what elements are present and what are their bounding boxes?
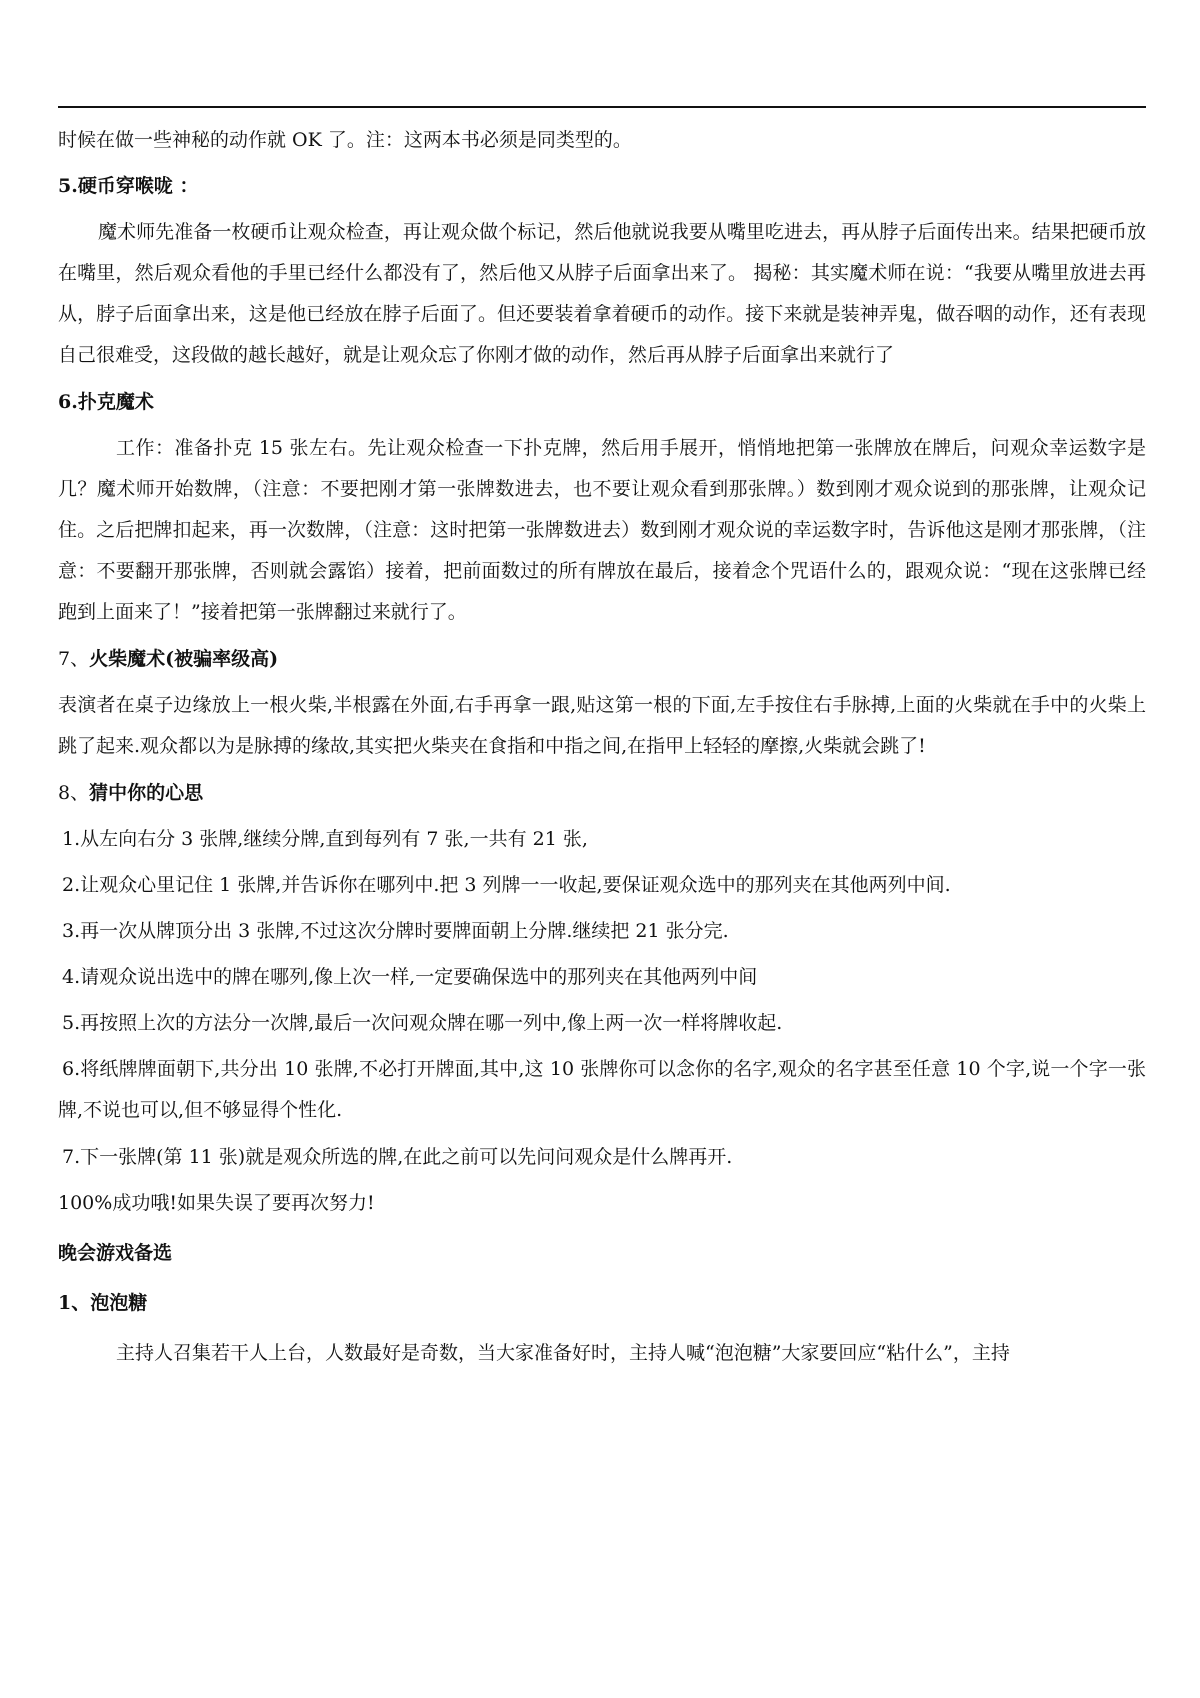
section-number-7: 7、 — [58, 648, 90, 670]
section-heading-7 — [58, 639, 1146, 679]
paragraph-match-trick: 表演者在桌子边缘放上一根火柴,半根露在外面,右手再拿一跟,贴这第一根的下面,左手按住右手脉搏,上面的火柴就在手中的火柴上跳了起来.观众都以为是脉搏的缘故,其实把火柴夹在食指和中指之间,在指甲上轻轻的摩擦,火柴就会跳了! — [58, 694, 1146, 757]
header-rule — [58, 106, 1146, 108]
paragraph-bubblegum-game: 主持人召集若干人上台，人数最好是奇数，当大家准备好时，主持人喊“泡泡糖”大家要回应“粘什么”，主持 — [116, 1342, 1010, 1364]
step-item-5: 5.再按照上次的方法分一次牌,最后一次问观众牌在哪一列中,像上两一次一样将牌收起. — [62, 1012, 783, 1034]
step-item-6: 6.将纸牌牌面朝下,共分出 10 张牌,不必打开牌面,其中,这 10 张牌你可以念你的名字,观众的名字甚至任意 10 个字,说一个字一张牌,不说也可以,但不够显得个性化. — [58, 1058, 1146, 1121]
step-item-3: 3.再一次从牌顶分出 3 张牌,不过这次分牌时要牌面朝上分牌.继续把 21 张分完. — [62, 920, 729, 942]
paragraph-success-note: 100%成功哦!如果失误了要再次努力! — [58, 1192, 375, 1214]
paragraph-intro: 时候在做一些神秘的动作就 OK 了。注：这两本书必须是同类型的。 — [58, 129, 632, 151]
section-number-8: 8、 — [58, 782, 90, 804]
section-heading-games: 晚会游戏备选 — [58, 1242, 173, 1264]
step-item-4: 4.请观众说出选中的牌在哪列,像上次一样,一定要确保选中的那列夹在其他两列中间 — [62, 966, 758, 988]
section-title-7: 火柴魔术(被骗率级高) — [89, 648, 279, 670]
step-item-2: 2.让观众心里记住 1 张牌,并告诉你在哪列中.把 3 列牌一一收起,要保证观众选中的那列夹在其他两列中间. — [62, 874, 951, 896]
step-item-1: 1.从左向右分 3 张牌,继续分牌,直到每列有 7 张,一共有 21 张, — [62, 828, 588, 850]
section-title-8: 猜中你的心思 — [89, 782, 204, 804]
document-body — [58, 120, 1146, 1373]
game-heading-1: 1、泡泡糖 — [58, 1292, 148, 1314]
paragraph-poker-trick: 工作：准备扑克 15 张左右。先让观众检查一下扑克牌，然后用手展开，悄悄地把第一张牌放在牌后，问观众幸运数字是几？魔术师开始数牌，（注意：不要把刚才第一张牌数进去，也不要让观众看到那张牌。）数到刚才观众说到的那张牌，让观众记住。之后把牌扣起来，再一次数牌，（注意：这时把第一张牌数进去）数到刚才观众说的幸运数字时，告诉他这是刚才那张牌，（注意：不要翻开那张牌，否则就会露馅）接着，把前面数过的所有牌放在最后，接着念个咒语什么的，跟观众说：“现在这张牌已经跑到上面来了！”接着把第一张牌翻过来就行了。 — [58, 437, 1146, 623]
step-item-7: 7.下一张牌(第 11 张)就是观众所选的牌,在此之前可以先问问观众是什么牌再开. — [62, 1146, 733, 1168]
document-page — [58, 0, 1146, 1698]
paragraph-coin-trick: 魔术师先准备一枚硬币让观众检查，再让观众做个标记，然后他就说我要从嘴里吃进去，再从脖子后面传出来。结果把硬币放在嘴里，然后观众看他的手里已经什么都没有了，然后他又从脖子后面拿出来了。 揭秘：其实魔术师在说：“我要从嘴里放进去再从，脖子后面拿出来，这是他已经放在脖子后面了。但还要装着拿着硬币的动作。接下来就是装神弄鬼，做吞咽的动作，还有表现自己很难受，这段做的越长越好，就是让观众忘了你刚才做的动作，然后再从脖子后面拿出来就行了 — [58, 221, 1146, 366]
section-heading-6: 6.扑克魔术 — [58, 391, 154, 413]
section-heading-5: 5.硬币穿喉咙 ： — [58, 175, 199, 197]
section-heading-8 — [58, 773, 1146, 813]
